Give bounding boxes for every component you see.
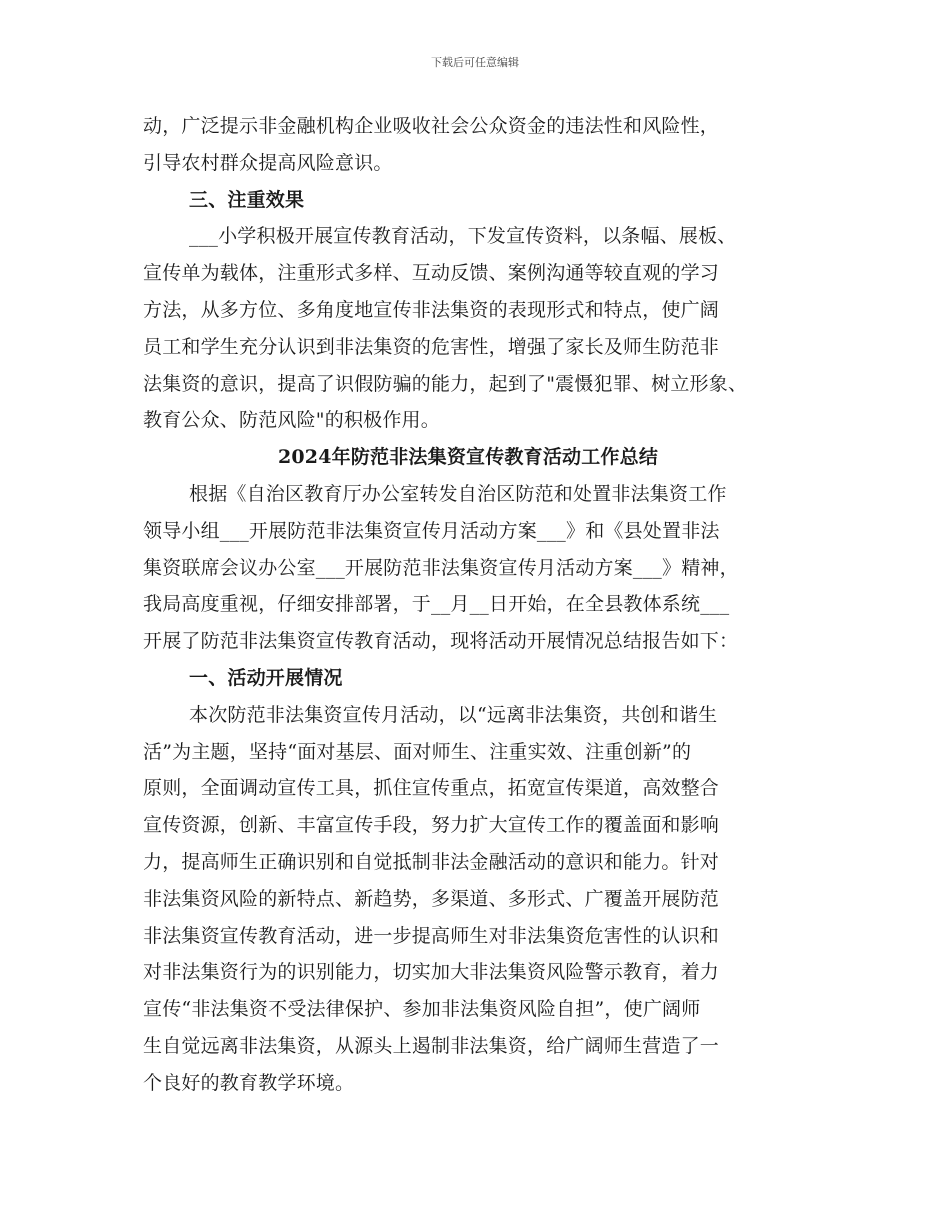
text-line: 生自觉远离非法集资，从源头上遏制非法集资，给广阔师生营造了一	[143, 1034, 720, 1057]
text-line: 动，广泛提示非金融机构企业吸收社会公众资金的违法性和风险性，	[143, 115, 720, 137]
text-line: 宣传“非法集资不受法律保护、参加非法集资风险自担”，使广阔师	[143, 998, 701, 1021]
text-line: 教育公众、防范风险"的积极作用。	[143, 409, 440, 432]
text-line: 力，提高师生正确识别和自觉抵制非法金融活动的意识和能力。针对	[143, 850, 720, 873]
section-heading: 一、活动开展情况	[189, 666, 343, 689]
text-line: 我局高度重视，仔细安排部署，于__月__日开始，在全县教体系统___	[143, 593, 730, 616]
text-line: 集资联席会议办公室___开展防范非法集资宣传月活动方案___》精神，	[143, 556, 739, 579]
text-line: 非法集资宣传教育活动，进一步提高师生对非法集资危害性的认识和	[143, 924, 720, 947]
text-line: 开展了防范非法集资宣传教育活动，现将活动开展情况总结报告如下：	[143, 630, 739, 653]
text-line: 宣传资源，创新、丰富宣传手段，努力扩大宣传工作的覆盖面和影响	[143, 814, 720, 837]
paragraph-first-line: ___小学积极开展宣传教育活动，下发宣传资料，以条幅、展板、	[189, 225, 737, 248]
text-line: 个良好的教育教学环境。	[143, 1071, 355, 1094]
text-line: 领导小组___开展防范非法集资宣传月活动方案___》和《县处置非法	[143, 519, 720, 542]
text-line: 原则，全面调动宣传工具，抓住宣传重点，拓宽宣传渠道，高效整合	[143, 777, 720, 800]
document-body	[143, 108, 833, 1102]
text-line: 员工和学生充分认识到非法集资的危害性，增强了家长及师生防范非	[143, 335, 720, 358]
paragraph-first-line: 根据《自治区教育厅办公室转发自治区防范和处置非法集资工作	[189, 482, 727, 505]
section-heading: 三、注重效果	[189, 188, 305, 211]
text-line: 非法集资风险的新特点、新趋势，多渠道、多形式、广覆盖开展防范	[143, 887, 720, 910]
text-line: 宣传单为载体，注重形式多样、互动反馈、案例沟通等较直观的学习	[143, 262, 720, 285]
text-line: 方法，从多方位、多角度地宣传非法集资的表现形式和特点，使广阔	[143, 298, 720, 321]
text-line: 活”为主题，坚持“面对基层、面对师生、注重实效、注重创新”的	[143, 740, 692, 763]
paragraph-first-line: 本次防范非法集资宣传月活动，以“远离非法集资，共创和谐生	[189, 703, 718, 726]
text-line: 引导农村群众提高风险意识。	[143, 151, 393, 174]
text-line: 法集资的意识，提高了识假防骗的能力，起到了"震慑犯罪、树立形象、	[143, 372, 748, 395]
text-line: 对非法集资行为的识别能力，切实加大非法集资风险警示教育，着力	[143, 961, 720, 984]
page-header: 下载后可任意编辑	[431, 56, 519, 69]
document-title: 2024年防范非法集资宣传教育活动工作总结	[277, 446, 659, 469]
